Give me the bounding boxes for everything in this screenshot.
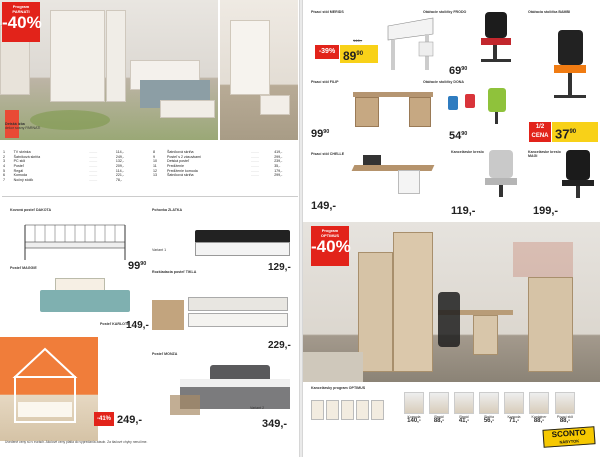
table-row: 1 TV skrinka ........ 114,-	[2, 150, 142, 155]
desk-top-price-cents: 90	[356, 51, 364, 57]
chair-frodo-price-cents: 90	[461, 66, 468, 72]
chair-donna-price	[449, 130, 467, 142]
sconto-logo	[542, 426, 595, 448]
tikla-price: 229,-	[268, 340, 291, 351]
maggie-price: 149,-	[126, 320, 149, 331]
list-item	[478, 392, 500, 423]
spec-num: 12	[153, 168, 157, 173]
spec-price: 239,-	[274, 159, 283, 164]
spec-name: Šatníková skriňa	[166, 173, 194, 178]
chair-grey-price: 119,-	[451, 205, 476, 217]
chair-bambi-half-price: 1/2 CENA	[529, 122, 551, 142]
desk-filip-title: Písací stôl FILIP	[311, 80, 339, 84]
list-item	[428, 392, 450, 423]
variant-swatch	[311, 400, 324, 420]
chair-mesh-photo	[558, 150, 598, 205]
bedroom-side-photo	[220, 0, 298, 140]
spec-price: 299,-	[274, 173, 283, 178]
spec-num: 3	[3, 159, 5, 164]
karlote-bed-photo	[0, 337, 98, 441]
spec-price: 249,-	[115, 154, 125, 159]
table-row: 6 Komoda ........ 221,-	[2, 173, 142, 178]
item-name: Regál	[459, 415, 469, 419]
spec-num: 1	[3, 150, 5, 155]
item-name: Komoda	[507, 415, 521, 419]
badge-line1: Program	[12, 4, 30, 9]
tikla-title: Rozkladacia posteľ TIKLA	[152, 270, 197, 274]
table-row: 3 PC stôl ........ 132,-	[2, 159, 142, 164]
table-row: 7 Nočný stolík ........ 78,-	[2, 178, 142, 183]
item-name: Kontajner	[531, 415, 547, 419]
spec-price: 299,-	[274, 154, 283, 159]
optimus-discount-badge	[311, 226, 349, 266]
spec-name: Nočný stolík	[13, 177, 34, 182]
spec-num: 7	[3, 177, 5, 182]
spec-name: Posteľ s 2 zásuvkami	[166, 154, 201, 159]
sconto-logo-line2: NÁBYTOK	[559, 438, 580, 445]
desk-filip-photo	[353, 88, 433, 128]
desk-chelle-price: 149,-	[311, 200, 337, 212]
drafting-desk-icon	[383, 8, 438, 73]
table-row: 4 Posteľ ........ 209,-	[2, 164, 142, 169]
chair-donna-photo	[443, 88, 528, 128]
badge-line1: Program	[321, 228, 339, 233]
tikla-bed-photo	[188, 295, 293, 337]
spec-price: 114,-	[115, 168, 124, 173]
spec-name: PC stôl	[13, 159, 26, 164]
spec-num: 5	[3, 168, 5, 173]
spec-num: 13	[153, 173, 157, 178]
desk-top-price-main: 89	[343, 49, 357, 63]
desk-filip-price-main: 99	[311, 128, 324, 140]
spec-price: 209,-	[115, 164, 125, 169]
zlatka-title: Pohovka ZLATKA	[152, 208, 183, 212]
chair-frodo-title: Otáčacie stoličky FRODO	[423, 10, 467, 14]
optimus-variants	[311, 400, 384, 420]
bedroom-caption	[5, 122, 55, 131]
spec-name: Posteľ	[13, 164, 24, 169]
chair-mesh-title: Kancelárske kreslo MAGI	[528, 150, 561, 159]
desk-top-old-price: 146,-	[353, 38, 363, 43]
desk-chelle-title: Písací stôl CHELLE	[311, 152, 345, 156]
table-row: 8 Šatníková skriňa ........ 419,-	[152, 150, 297, 155]
spec-name: Regál	[13, 168, 23, 173]
list-item	[453, 392, 475, 423]
footer-note: Uvedené ceny sú v eurách. Akciové ceny platia do vypredania zásob. Za tlačové chyby neručíme.	[5, 440, 148, 444]
divider	[2, 196, 298, 197]
item-price: 71,-	[508, 418, 520, 424]
maggie-bed-photo	[40, 270, 145, 318]
chair-frodo-price-main: 69	[449, 65, 462, 77]
spec-price: 132,-	[115, 159, 125, 164]
dakota-bed-photo	[15, 220, 135, 265]
zlatka-variant: Variant 1	[152, 248, 167, 252]
spec-name: Predĺženie komoda	[166, 168, 198, 173]
chair-mesh-price: 199,-	[533, 205, 559, 217]
bedroom-caption-line2: dekor sosny PARNATI	[5, 126, 41, 131]
badge-line2: OPTIMUS	[320, 233, 340, 238]
badge-value: -40%	[311, 237, 351, 256]
bedroom-caption-line1: Detská izba	[5, 122, 25, 126]
spec-num: 6	[3, 173, 5, 178]
desk-chelle-photo	[343, 150, 438, 198]
monza-bed-photo	[170, 365, 295, 420]
table-row: 5 Regál ........ 114,-	[2, 168, 142, 173]
maggie-title: Posteľ MAGGIE	[10, 266, 37, 270]
chair-bambi-title: Otáčacia stolička BAMBI	[528, 10, 571, 14]
item-price: 140,-	[407, 418, 421, 424]
monza-title: Posteľ MONZA	[152, 352, 178, 356]
desk-filip-price	[311, 128, 329, 140]
badge-value: -40%	[2, 13, 42, 32]
monza-variant: Variant 2	[250, 406, 265, 410]
variant-swatch	[371, 400, 384, 420]
zlatka-price: 129,-	[268, 262, 291, 273]
karlote-discount: -41%	[94, 412, 114, 426]
chair-frodo-price	[449, 65, 467, 77]
chair-bambi-photo	[548, 30, 593, 110]
table-row: 9 Posteľ s 2 zásuvkami ........ 299,-	[152, 155, 297, 160]
variant-swatch	[326, 400, 339, 420]
chair-donna-price-cents: 90	[461, 131, 468, 137]
tikla-detail-photo	[152, 300, 184, 330]
list-item	[503, 392, 525, 423]
karlote-title: Posteľ KARLOTE	[100, 322, 130, 326]
desk-top-title: Písací stôl MERIDS	[311, 10, 344, 14]
item-price: 56,-	[483, 418, 495, 424]
chair-donna-title: Otáčacie stoličky DONA	[423, 80, 464, 84]
desk-filip-price-cents: 90	[323, 129, 330, 135]
spec-num: 10	[153, 159, 157, 164]
metal-bed-icon	[15, 220, 135, 265]
spec-price: 179,-	[274, 168, 283, 173]
item-price: 88,-	[533, 418, 545, 424]
item-price: 88,-	[559, 418, 571, 424]
parnati-discount-badge	[2, 2, 40, 42]
chair-grey-photo	[481, 150, 521, 205]
spec-num: 11	[153, 164, 157, 169]
variant-swatch	[341, 400, 354, 420]
chair-donna-price-main: 54	[449, 130, 462, 142]
table-row: 10 Detská posteľ ........ 239,-	[152, 159, 297, 164]
desk-top-photo	[383, 8, 438, 73]
spec-price: 35,-	[274, 164, 281, 169]
spec-name: Komoda	[13, 173, 27, 178]
optimus-caption: Kancelársky program OPTIMUS	[311, 386, 366, 390]
item-price: 41,-	[458, 418, 470, 424]
karlote-price: 249,-	[117, 414, 143, 426]
spec-name: Šatníková skriňa	[166, 150, 194, 155]
dakota-title: Kovová posteľ DAKOTA	[10, 208, 52, 212]
spec-table-right	[152, 150, 297, 178]
item-name: Skriňa	[484, 415, 494, 419]
spec-num: 8	[153, 150, 155, 155]
spec-num: 9	[153, 154, 155, 159]
item-name: Písací stôl	[556, 415, 574, 419]
chair-bambi-price-cents: 90	[569, 129, 577, 135]
item-price: 88,-	[433, 418, 445, 424]
list-item	[553, 392, 577, 423]
desk-top-discount: -39%	[315, 45, 339, 59]
dakota-price-main: 99	[128, 260, 141, 272]
list-item	[528, 392, 550, 423]
spec-name: TV skrinka	[13, 150, 31, 155]
variant-swatch	[356, 400, 369, 420]
right-page	[303, 0, 600, 457]
house-bed-icon	[0, 337, 98, 441]
table-row: 12 Predĺženie komoda ........ 179,-	[152, 168, 297, 173]
chair-grey-title: Kancelárske kreslo	[451, 150, 484, 154]
spec-price: 221,-	[115, 173, 125, 178]
chair-bambi-price-main: 37	[555, 126, 570, 142]
badge-line2: PARNATI	[12, 9, 30, 14]
table-row: 11 Predĺženie ........ 35,-	[152, 164, 297, 169]
spec-num: 2	[3, 154, 5, 159]
spec-table-left	[2, 150, 142, 182]
spec-name: Šatníková skriňa	[13, 154, 41, 159]
list-item	[403, 392, 425, 423]
sconto-logo-line1: SCONTO	[551, 427, 587, 440]
table-row: 13 Šatníková skriňa ........ 299,-	[152, 173, 297, 178]
spec-name: Detská posteľ	[166, 159, 189, 164]
table-row: 2 Šatníková skriňa ........ 249,-	[2, 155, 142, 160]
item-name: Komoda	[407, 415, 421, 419]
chair-frodo-photo	[473, 12, 518, 67]
spec-price: 78,-	[115, 177, 123, 182]
dakota-price-cents: 90	[140, 261, 147, 267]
spec-price: 114,-	[115, 150, 124, 155]
monza-price: 349,-	[262, 418, 288, 430]
spec-num: 4	[3, 164, 5, 169]
zlatka-sofa-photo	[195, 226, 290, 260]
spec-name: Predĺženie	[166, 164, 184, 169]
item-name: Regál	[434, 415, 444, 419]
desk-top-price	[340, 45, 378, 63]
spec-price: 419,-	[274, 150, 283, 155]
chair-bambi-price	[552, 122, 598, 142]
